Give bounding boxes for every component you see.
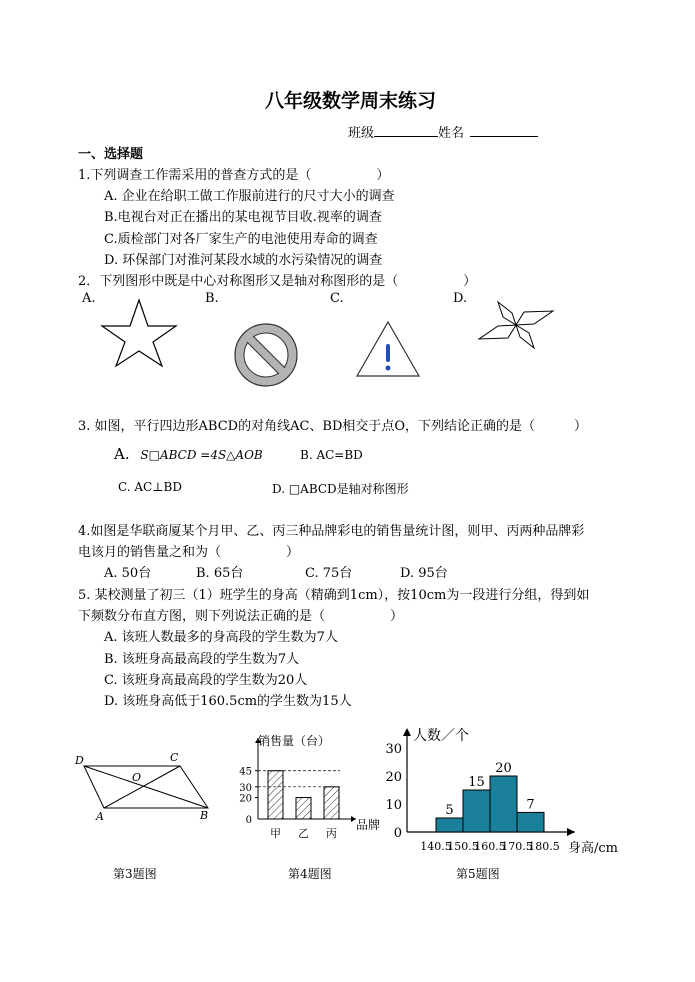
histogram-bar [517, 812, 544, 832]
q1-option-b: B.电视台对正在播出的某电视节目收.视率的调查 [104, 210, 382, 225]
q5-option-c: C. 该班身高最高段的学生数为20人 [104, 673, 308, 688]
q4-stem-line1: 4.如图是华联商厦某个月甲、乙、丙三种品牌彩电的销售量统计图，则甲、丙两种品牌彩 [78, 524, 585, 539]
y-tick-label: 45 [239, 766, 252, 778]
q3-option-b: B. AC=BD [300, 448, 363, 462]
student-info [348, 122, 538, 141]
y-tick-label: 30 [239, 782, 252, 794]
q5-stem-line2: 下频数分布直方图，则下列说法正确的是（ ） [78, 609, 404, 624]
q1-option-d: D. 环保部门对淮河某段水域的水污染情况的调查 [104, 253, 383, 268]
bar-value-label: 7 [526, 797, 535, 813]
x-tick-label: 乙 [298, 827, 309, 840]
warning-triangle-icon [355, 320, 421, 378]
x-tick-label: 160.5 [474, 840, 506, 853]
q3-option-c: C. AC⊥BD [118, 480, 182, 494]
bar-乙 [296, 798, 311, 819]
histogram-bar [490, 776, 517, 832]
x-tick-label: 150.5 [447, 840, 479, 853]
q3-option-a-expr: S□ABCD =4S△AOB [140, 448, 263, 462]
q3-option-d: D. □ABCD是轴对称图形 [272, 482, 409, 496]
q1-stem: 1.下列调查工作需采用的普查方式的是（ ） [78, 168, 390, 183]
q4-option-c: C. 75台 [305, 566, 353, 581]
q5-option-a: A. 该班人数最多的身高段的学生数为7人 [104, 630, 338, 645]
bar-value-label: 5 [445, 803, 454, 818]
point-d-label: D [75, 754, 84, 767]
fig5-histogram [360, 722, 630, 862]
bar-value-label: 20 [495, 761, 512, 776]
no-entry-sign-icon [233, 322, 299, 388]
q2-stem: 2．下列图形中既是中心对称图形又是轴对称图形的是（ ） [78, 274, 477, 289]
q3-stem: 3. 如图，平行四边形ABCD的对角线AC、BD相交于点O，下列结论正确的是（ ） [78, 419, 588, 434]
pinwheel-icon [476, 300, 556, 350]
q2-label-b: B. [205, 291, 219, 306]
x-tick-label: 丙 [326, 827, 337, 840]
histogram-bar [463, 790, 490, 832]
y-tick-label: 30 [385, 742, 402, 757]
q5-option-d: D. 该班身高低于160.5cm的学生数为15人 [104, 694, 352, 709]
q1-option-a: A. 企业在给职工做工作服前进行的尺寸大小的调查 [104, 189, 395, 204]
point-c-label: C [170, 751, 179, 764]
q4-option-b: B. 65台 [196, 566, 244, 581]
y-tick-label: 10 [385, 798, 402, 813]
x-tick-label: 180.5 [528, 840, 560, 853]
diagonal-bd [84, 766, 208, 808]
q5-stem-line1: 5. 某校测量了初三（1）班学生的身高（精确到1cm），按10cm为一段进行分组，得到如 [78, 588, 590, 603]
bar-甲 [268, 771, 283, 819]
q1-option-c: C.质检部门对各厂家生产的电池使用寿命的调查 [104, 232, 378, 247]
q2-label-a: A. [82, 291, 96, 306]
class-field[interactable] [374, 123, 438, 137]
class-label: 班级 [348, 126, 375, 141]
fig4-caption: 第4题图 [288, 867, 332, 881]
q4-option-d: D. 95台 [400, 566, 448, 581]
x-tick-label: 甲 [270, 827, 281, 840]
y-tick-label: 20 [385, 770, 402, 785]
section-heading: 一、选择题 [78, 147, 144, 162]
fig3-parallelogram [72, 748, 222, 824]
q3-option-a-label: A. [114, 445, 130, 463]
histogram-bar [436, 818, 463, 832]
y-axis-label: 销售量（台） [258, 734, 331, 748]
q4-stem-line2: 电该月的销售量之和为（ ） [78, 545, 300, 560]
y-tick-label: 0 [393, 826, 402, 841]
y-axis-arrow [403, 728, 411, 736]
bar-value-label: 15 [468, 775, 485, 790]
fig5-caption: 第5题图 [456, 867, 500, 881]
q2-label-d: D. [453, 291, 468, 306]
q2-label-c: C. [330, 291, 344, 306]
q4-option-a: A. 50台 [104, 566, 152, 581]
x-axis-label: 品牌 [356, 818, 381, 832]
y-tick-label: 20 [239, 793, 252, 805]
fig3-caption: 第3题图 [113, 867, 157, 881]
y-axis-label: 人数／个 [413, 728, 469, 744]
x-tick-label: 140.5 [420, 840, 452, 853]
name-field[interactable] [470, 123, 538, 137]
x-axis-label: 身高/cm [568, 841, 618, 856]
diagonal-ac [104, 766, 180, 808]
x-axis-arrow [567, 828, 575, 836]
star-icon [100, 298, 178, 368]
point-o-label: O [132, 771, 142, 784]
bar-丙 [324, 787, 339, 819]
y-tick-label: 0 [245, 815, 252, 826]
point-b-label: B [200, 809, 209, 822]
page-title: 八年级数学周末练习 [265, 90, 437, 112]
name-label: 姓名 [438, 126, 465, 141]
point-a-label: A [96, 810, 104, 823]
q5-option-b: B. 该班身高最高段的学生数为7人 [104, 652, 300, 667]
q3-option-a [114, 445, 263, 463]
x-tick-label: 170.5 [501, 840, 533, 853]
